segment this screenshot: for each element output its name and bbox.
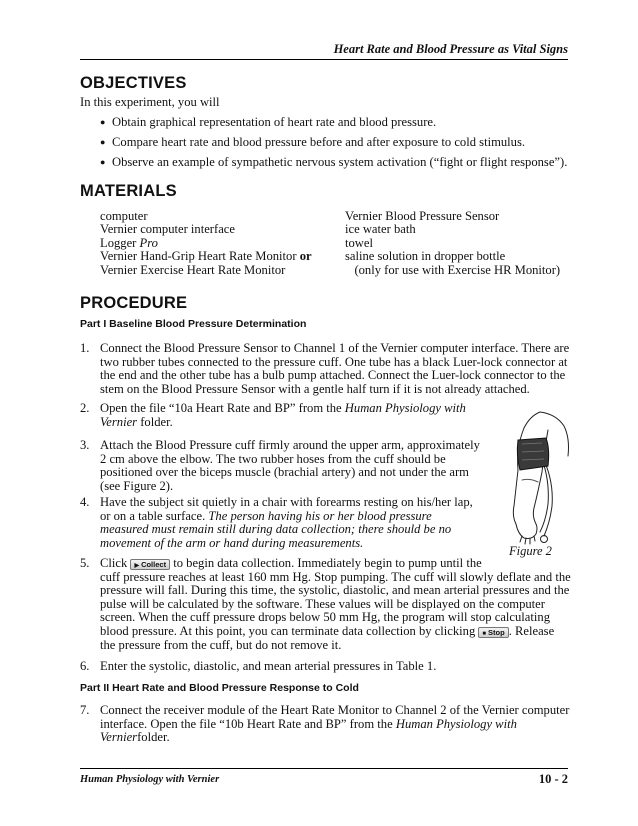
material-item: computer	[100, 209, 148, 223]
bullet-icon: ●	[100, 117, 106, 127]
arm-cuff-illustration	[478, 408, 578, 548]
objectives-heading: OBJECTIVES	[80, 74, 187, 92]
stop-button[interactable]: ■ Stop	[478, 627, 508, 638]
collect-button[interactable]: ▶ Collect	[130, 559, 170, 570]
list-item: ● Compare heart rate and blood pressure before and after exposure to cold stimulus.	[100, 132, 567, 152]
cuff-icon	[517, 438, 548, 470]
running-header: Heart Rate and Blood Pressure as Vital Signs	[333, 42, 568, 56]
material-item: saline solution in dropper bottle	[345, 249, 506, 264]
figure-caption: Figure 2	[509, 544, 552, 558]
material-item: towel	[345, 235, 373, 250]
material-item: Vernier computer interface	[100, 222, 235, 237]
part-1-heading: Part I Baseline Blood Pressure Determination	[80, 318, 307, 330]
objectives-intro: In this experiment, you will	[80, 95, 220, 109]
stop-icon: ■	[482, 630, 487, 637]
material-item: ice water bath	[345, 222, 416, 237]
header-rule	[80, 59, 568, 60]
materials-left-column	[100, 210, 312, 277]
footer-book-title: Human Physiology with Vernier	[80, 774, 220, 785]
material-item: Vernier Blood Pressure Sensor	[345, 209, 500, 223]
material-item: Logger Pro	[100, 235, 158, 250]
list-item: ● Observe an example of sympathetic nervous system activation (“fight or flight response”).	[100, 152, 567, 172]
procedure-heading: PROCEDURE	[80, 294, 188, 312]
bullet-icon: ●	[100, 157, 106, 167]
document-page: Heart Rate and Blood Pressure as Vital Signs OBJECTIVES In this experiment, you will ● Obtain graphical representation of heart rate and blood pressure. ● Compare heart rate and blood pressure before and after exposure to cold stimulus. ● Observe an example of sympathetic nervous system activation (“fight or flight response”). MATERIALS computer Vernier computer interface Logger Pro Vernier Hand-Grip Heart Rate Monitor or Vernier Exercise Heart Rate Monitor Vernier Blood Pressure Sensor ice water bath towel saline solution in dropper bottle (only for use with Exercise HR Monitor) PROCEDURE Part I Baseline Blood Pressure Determination 1. Connect the Blood Pressure Sensor to Channel 1 of the Vernier computer interface. There are two rubber tubes connected to the pressure cuff. One tube has a black Luer-lock connector at the end and the other tube has a bulb pump attached. Connect the Luer-lock connector to the stem on the Blood Pressure Sensor with a gentle half turn if it is not already attached. 2. Open the file “10a Heart Rate and BP” from the Human Physiology with Vernier folder. 3. Attach the Blood Pressure cuff firmly around the upper arm, approximately 2 cm above the elbow. The two rubber hoses from the cuff should be positioned over the biceps muscle (brachial artery) and not under the arm (see Figure 2). 4. Have the subject sit quietly in a chair with forearms resting on his/her lap, or on a table surface. The person having his or her blood pressure measured must remain still during data collection; there should be no movement of the arm or hand during measurements. 5. Click ▶ Collect to begin data collection. Immediately begin to pump until the cuff pressure reaches at least 160 mm Hg. Stop pumping. The cuff will slowly deflate and the pressure will fall. During this time, the systolic, diastolic, and mean arterial pressures and the pulse will be calculated by the software. These values will be displayed on the computer screen. When the cuff pressure drops below 50 mm Hg, the program will stop calculating blood pressure. At this point, you can terminate data collection by clicking ■ Stop . Release the pressure from the cuff, but do not remove it. 6. Enter the systolic, diastolic, and mean arterial pressures in Table 1. Part II Heart Rate and Blood Pressure Response to Cold 7. Connect the receiver module of the Heart Rate Monitor to Channel 2 of the Vernier computer interface. Open the file “10b Heart Rate and BP” from the Human Physiology with Vernierfolder. Figure 2 Human Physiology with Vernier 10 - 2	[0, 0, 638, 826]
play-icon: ▶	[134, 563, 140, 569]
materials-heading: MATERIALS	[80, 182, 177, 200]
list-item: ● Obtain graphical representation of heart rate and blood pressure.	[100, 112, 567, 132]
bullet-icon: ●	[100, 137, 106, 147]
materials-right-column	[345, 210, 560, 277]
material-item: Vernier Hand-Grip Heart Rate Monitor or	[100, 249, 312, 264]
page-number: 10 - 2	[538, 772, 568, 786]
objectives-list	[100, 112, 567, 172]
footer-rule	[80, 768, 568, 769]
material-item: Vernier Exercise Heart Rate Monitor	[100, 262, 286, 277]
part-2-heading: Part II Heart Rate and Blood Pressure Response to Cold	[80, 682, 359, 694]
material-item: (only for use with Exercise HR Monitor)	[345, 262, 561, 277]
